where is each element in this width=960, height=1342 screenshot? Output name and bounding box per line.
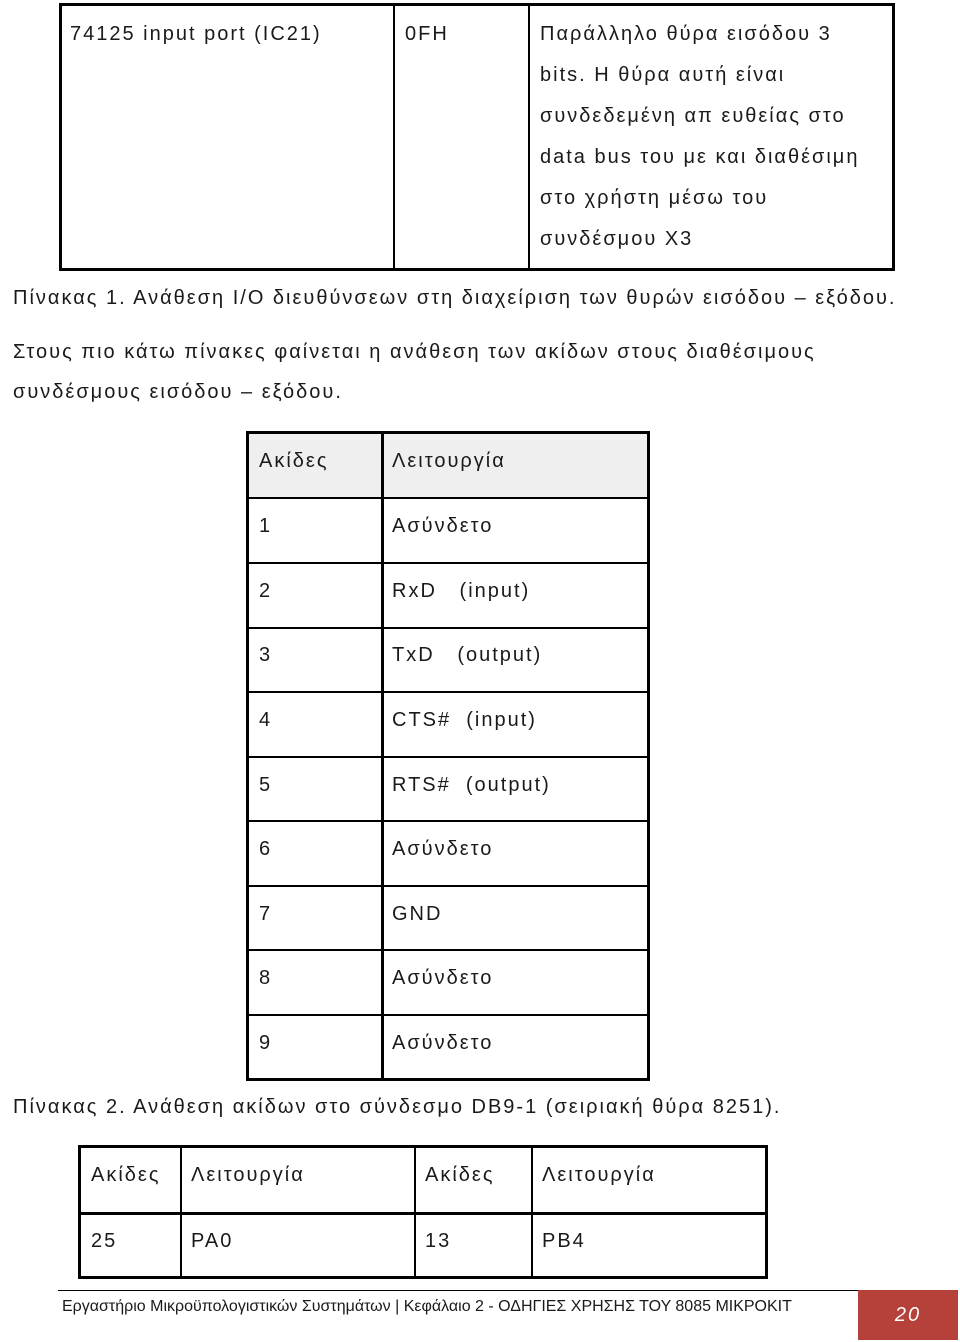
- pin-number: 2: [259, 580, 273, 602]
- pin-function: Ασύνδετο: [392, 515, 494, 537]
- pin-function: PA0: [191, 1230, 234, 1252]
- description-line: συνδέσμου X3: [540, 228, 694, 250]
- table-row: [249, 951, 647, 1016]
- description-line: στο χρήστη μέσω του: [540, 187, 769, 209]
- table-row: [249, 1016, 647, 1081]
- db9-pin-table: [246, 431, 650, 1081]
- pin-function: CTS# (input): [392, 709, 537, 731]
- pin-number: 8: [259, 967, 273, 989]
- table1-caption: Πίνακας 1. Ανάθεση Ι/Ο διευθύνσεων στη διαχείριση των θυρών εισόδου – εξόδου.: [13, 287, 897, 309]
- pin-function: RTS# (output): [392, 774, 551, 796]
- description-line: συνδεδεμένη απ ευθείας στο: [540, 105, 846, 127]
- table2-caption: Πίνακας 2. Ανάθεση ακίδων στο σύνδεσμο DB9-1 (σειριακή θύρα 8251).: [13, 1096, 782, 1118]
- header-pins: Ακίδες: [259, 450, 329, 472]
- pin-number: 1: [259, 515, 273, 537]
- table-row: [249, 822, 647, 887]
- table-row: [249, 693, 647, 758]
- table-header-row: [249, 434, 647, 499]
- paragraph-line: συνδέσμους εισόδου – εξόδου.: [13, 381, 343, 403]
- pin-function: Ασύνδετο: [392, 1032, 494, 1054]
- pin-function: Ασύνδετο: [392, 838, 494, 860]
- pin-number: 5: [259, 774, 273, 796]
- row-divider: [81, 1212, 765, 1215]
- table-row: [249, 499, 647, 564]
- description-line: data bus του με και διαθέσιμη: [540, 146, 860, 168]
- pin-number: 3: [259, 644, 273, 666]
- footer-text: Εργαστήριο Μικροϋπολογιστικών Συστημάτων | Κεφάλαιο 2 - ΟΔΗΓΙΕΣ ΧΡΗΣΗΣ ΤΟΥ 8085 ΜΙΚΡΟΚΙΤ: [62, 1298, 792, 1315]
- io-address-table: [59, 3, 895, 271]
- column-divider: [531, 1148, 533, 1276]
- column-divider: [180, 1148, 182, 1276]
- pin-function: RxD (input): [392, 580, 531, 602]
- page-number-box: [858, 1290, 958, 1340]
- description-line: Παράλληλο θύρα εισόδου 3: [540, 23, 832, 45]
- address-cell: 0FH: [405, 23, 449, 45]
- device-cell: 74125 input port (IC21): [70, 23, 322, 45]
- column-divider: [528, 6, 530, 268]
- pin-number: 4: [259, 709, 273, 731]
- header-function: Λειτουργία: [191, 1164, 305, 1186]
- table-row: [249, 628, 647, 693]
- footer-rule: [58, 1290, 858, 1291]
- header-pins: Ακίδες: [91, 1164, 161, 1186]
- description-cell: [540, 14, 859, 260]
- header-pins: Ακίδες: [425, 1164, 495, 1186]
- pin-number: 9: [259, 1032, 273, 1054]
- header-function: Λειτουργία: [392, 450, 506, 472]
- pin-function: GND: [392, 903, 443, 925]
- pin-function: PB4: [542, 1230, 586, 1252]
- table-row: [249, 758, 647, 823]
- description-line: bits. Η θύρα αυτή είναι: [540, 64, 786, 86]
- table-row: [249, 887, 647, 952]
- pin-number: 7: [259, 903, 273, 925]
- page-number: 20: [894, 1303, 922, 1326]
- pin-function: TxD (output): [392, 644, 543, 666]
- paragraph-line: Στους πιο κάτω πίνακες φαίνεται η ανάθεση των ακίδων στους διαθέσιμους: [13, 341, 816, 363]
- pin-function: Ασύνδετο: [392, 967, 494, 989]
- pin-number: 25: [91, 1230, 118, 1252]
- connector-pin-table: [78, 1145, 768, 1279]
- column-divider: [414, 1148, 416, 1276]
- table-row: [249, 564, 647, 629]
- header-function: Λειτουργία: [542, 1164, 656, 1186]
- column-divider: [393, 6, 395, 268]
- pin-number: 6: [259, 838, 273, 860]
- pin-number: 13: [425, 1230, 452, 1252]
